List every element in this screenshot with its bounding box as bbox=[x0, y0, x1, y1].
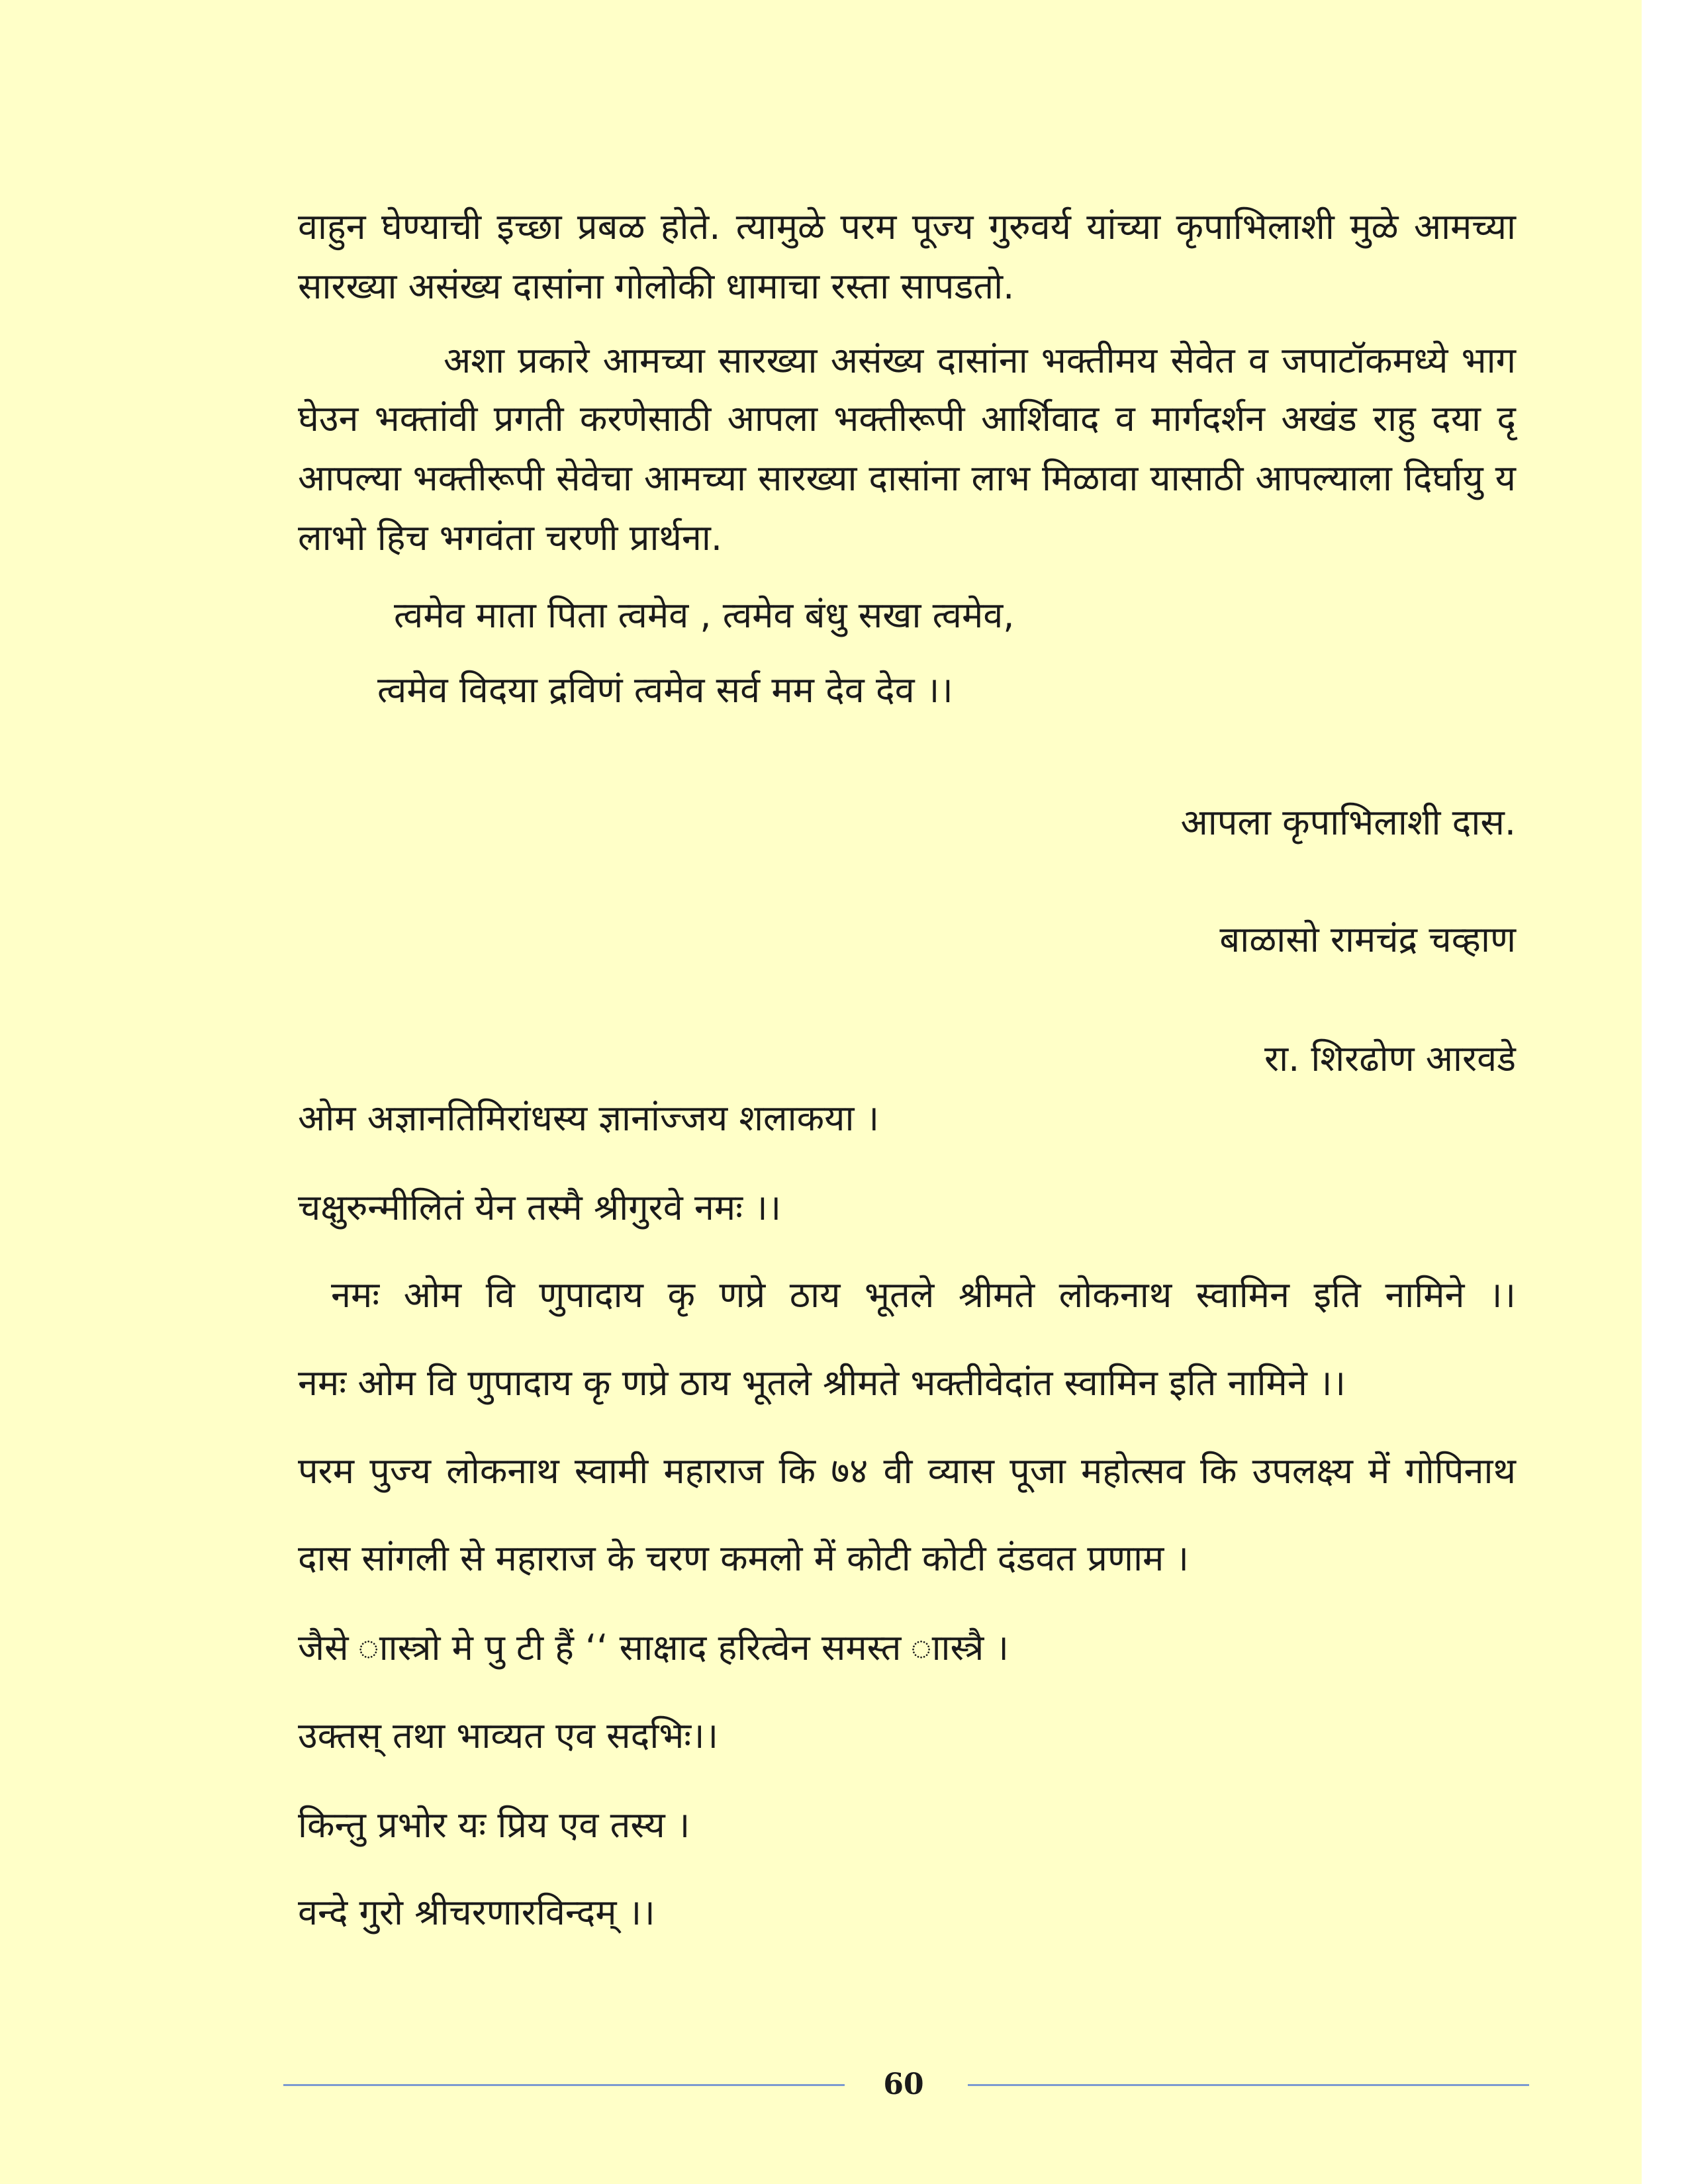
hindi-line-2: दास सांगली से महाराज के चरण कमलो में कोटी कोटी दंडवत प्रणाम । bbox=[298, 1537, 1189, 1579]
sloka-line-1: जैसे ाास्त्रो मे पु टी हैं ‘‘ साक्षाद हरित्वेन समस्त ाास्त्रै । bbox=[298, 1627, 1009, 1668]
sloka-line-3: किन्तु प्रभोर यः प्रिय एव तस्य । bbox=[298, 1804, 690, 1846]
mantra-line-2: चक्षुरुन्मीलितं येन तस्मै श्रीगुरवे नमः ।। bbox=[298, 1187, 782, 1228]
hindi-line-1: परम पुज्य लोकनाथ स्वामी महाराज कि ७४ वी व्यास पूजा महोत्सव कि उपलक्ष्य में गोपिनाथ bbox=[298, 1450, 1516, 1492]
paragraph-line-6: लाभो हिच भगवंता चरणी प्रार्थना. bbox=[298, 517, 723, 559]
paragraph-line-3: अशा प्रकारे आमच्या सारख्या असंख्य दासांना भक्तीमय सेवेत व जपाटॉकमध्ये भाग bbox=[444, 340, 1516, 381]
mantra-line-3: नमः ओम वि णुपादाय कृ णप्रे ठाय भूतले श्रीमते लोकनाथ स्वामिन इति नामिने ।। bbox=[331, 1274, 1516, 1316]
footer-rule-right bbox=[968, 2084, 1529, 2086]
footer-rule-left bbox=[283, 2084, 845, 2086]
signature-salutation: आपला कृपाभिलाशी दास. bbox=[1180, 801, 1516, 843]
sloka-line-2: उक्तस् तथा भाव्यत एव सदभिः।। bbox=[298, 1715, 719, 1756]
mantra-line-1: ओम अज्ञानतिमिरांधस्य ज्ञानांज्जय शलाकया । bbox=[298, 1097, 880, 1139]
paragraph-line-5: आपल्या भक्तीरूपी सेवेचा आमच्या सारख्या दासांना लाभ मिळावा यासाठी आपल्याला दिर्घायु य bbox=[298, 457, 1516, 499]
verse-line-1: त्वमेव माता पिता त्वमेव , त्वमेव बंधु सखा त्वमेव, bbox=[394, 594, 1015, 636]
paragraph-line-4: घेउन भक्तांवी प्रगती करणेसाठी आपला भक्तीरूपी आर्शिवाद व मार्गदर्शन अखंड राहु दया दृ bbox=[298, 398, 1516, 439]
paragraph-line-1: वाहुन घेण्याची इच्छा प्रबळ होते. त्यामुळे परम पूज्य गुरुवर्य यांच्या कृपाभिलाशी मुळे आमच्या bbox=[298, 206, 1516, 248]
paragraph-line-2: सारख्या असंख्य दासांना गोलोकी धामाचा रस्ता सापडतो. bbox=[298, 265, 1015, 307]
page-number: 60 bbox=[883, 2068, 924, 2101]
verse-line-2: त्वमेव विदया द्रविणं त्वमेव सर्व मम देव देव ।। bbox=[377, 669, 953, 711]
page-margin bbox=[1642, 0, 1688, 2184]
signature-name: बाळासो रामचंद्र चव्हाण bbox=[1219, 919, 1516, 960]
signature-place: रा. शिरढोण आरवडे bbox=[1264, 1038, 1516, 1079]
mantra-line-4: नमः ओम वि णुपादाय कृ णप्रे ठाय भूतले श्रीमते भक्तीवेदांत स्वामिन इति नामिने ।। bbox=[298, 1362, 1346, 1404]
sloka-line-4: वन्दे गुरो श्रीचरणारविन्दम् ।। bbox=[298, 1891, 655, 1933]
